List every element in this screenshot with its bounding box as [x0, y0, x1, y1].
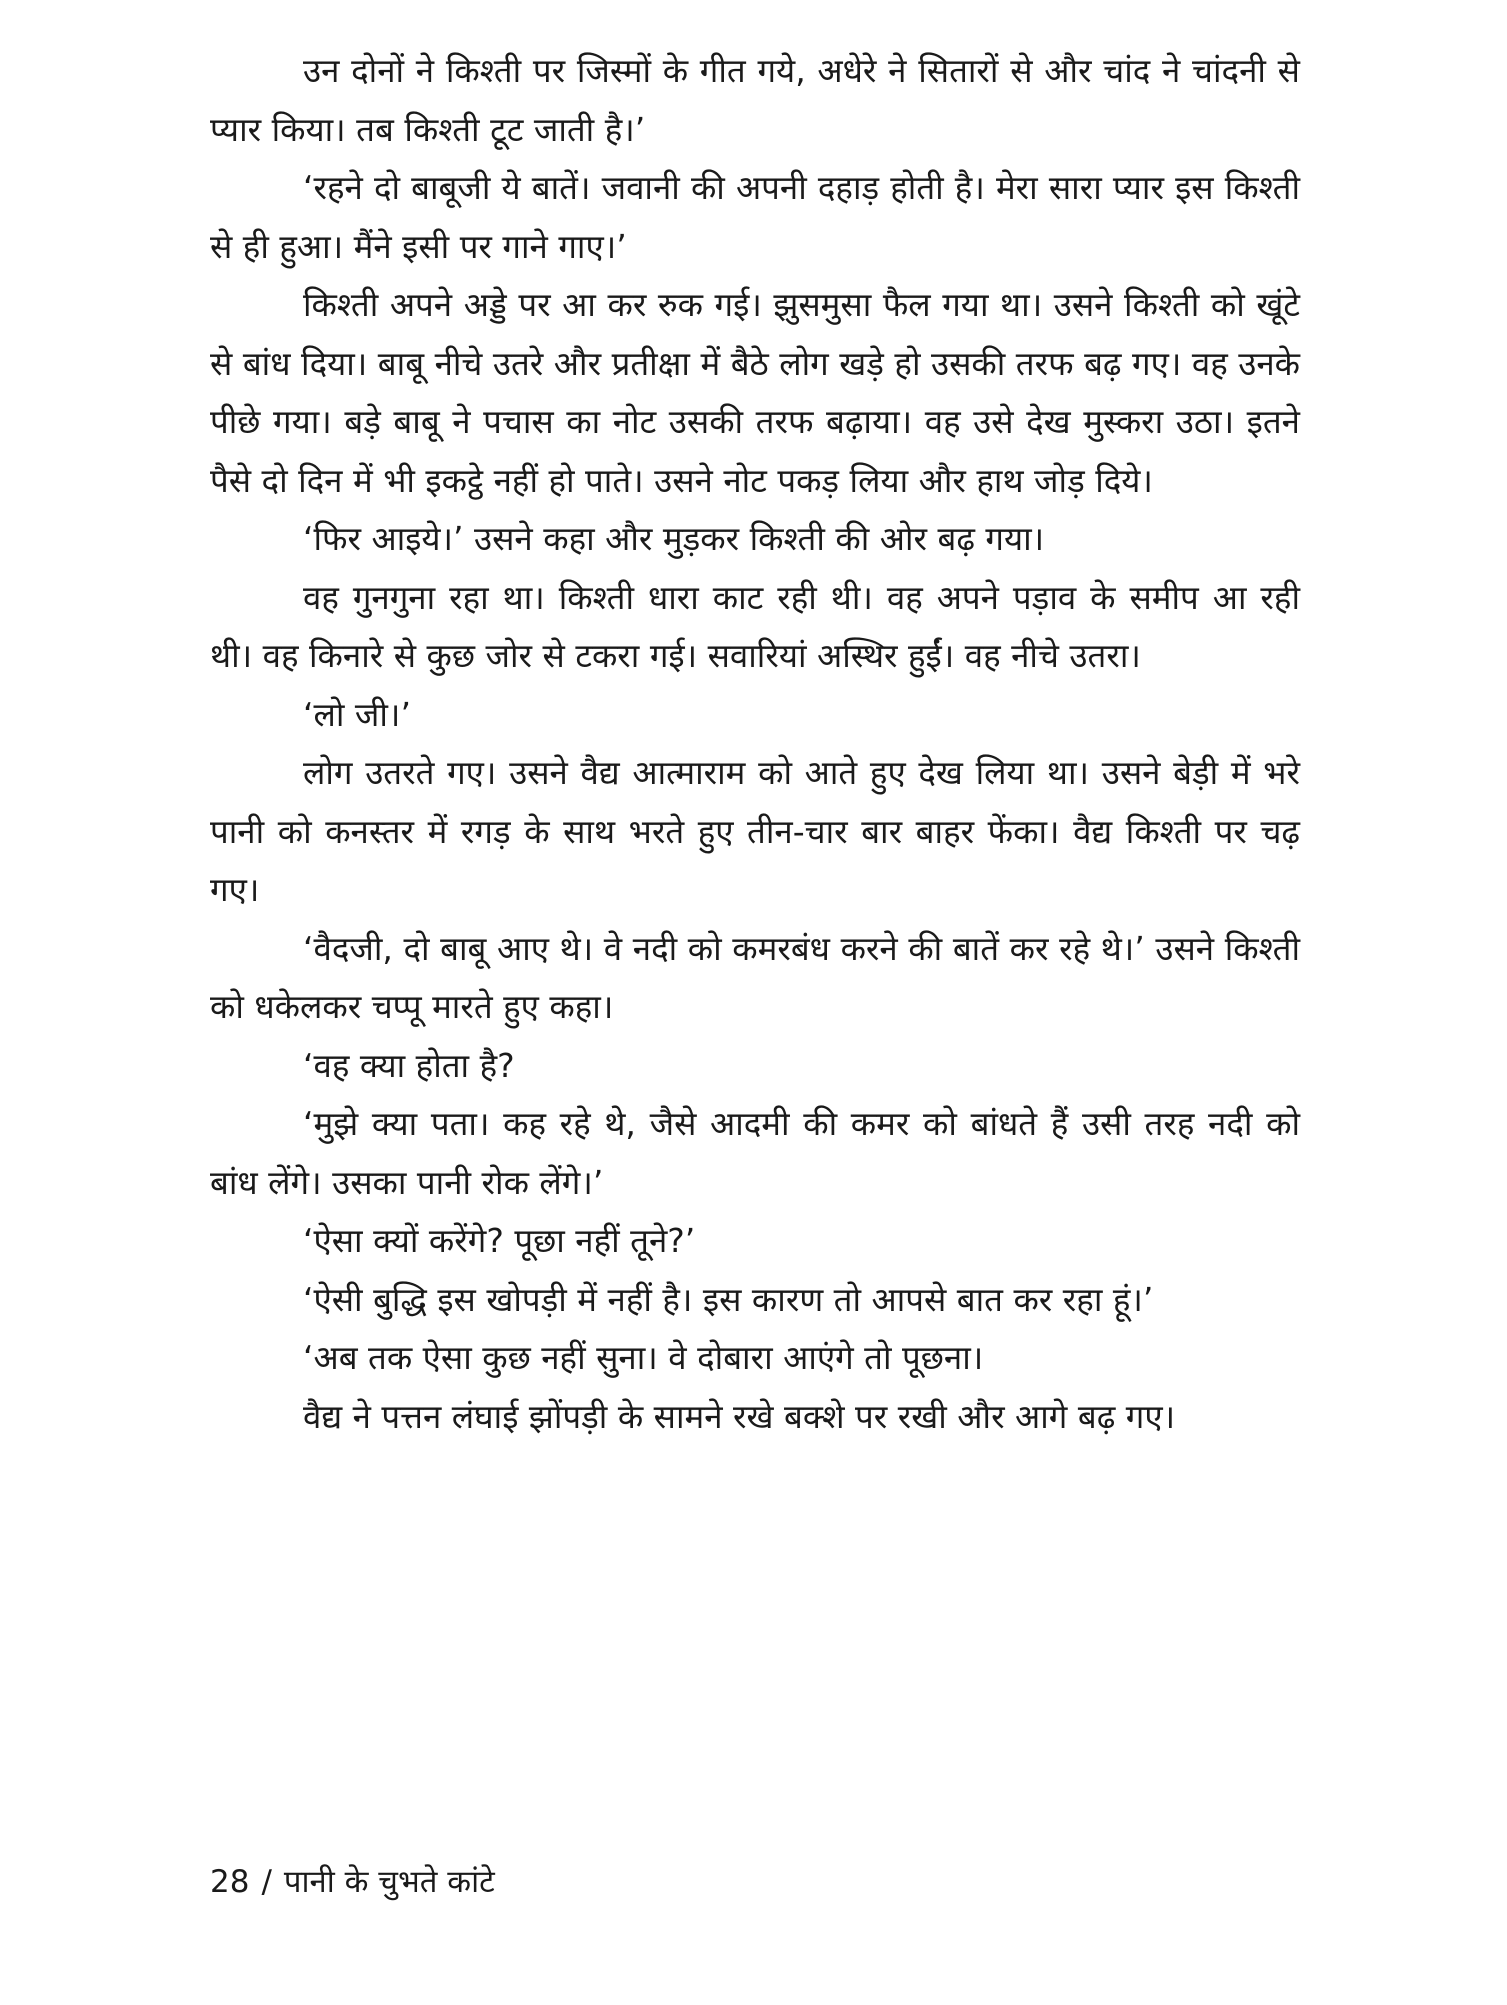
paragraph: ‘फिर आइये।’ उसने कहा और मुड़कर किश्ती की ओर बढ़ गया। — [303, 519, 1045, 558]
paragraph: उन दोनों ने किश्ती पर जिस्मों के गीत गये, अधेरे ने सितारों से और चांद ने चांदनी से प्यार किया। तब किश्ती टूट जाती है।’ — [210, 51, 1300, 149]
paragraph: ‘मुझे क्या पता। कह रहे थे, जैसे आदमी की कमर को बांधते हैं उसी तरह नदी को बांध लेंगे। उसका पानी रोक लेंगे।’ — [210, 1104, 1300, 1202]
book-title: पानी के चुभते कांटे — [283, 1864, 495, 1900]
paragraph: ‘वैदजी, दो बाबू आए थे। वे नदी को कमरबंध करने की बातें कर रहे थे।’ उसने किश्ती को धकेलकर चप्पू मारते हुए कहा। — [210, 928, 1300, 1026]
paragraph: ‘लो जी।’ — [303, 694, 411, 734]
page-footer — [210, 1862, 495, 1902]
paragraph: किश्ती अपने अड्डे पर आ कर रुक गई। झुसमुसा फैल गया था। उसने किश्ती को खूंटे से बांध दिया। बाबू नीचे उतरे और प्रतीक्षा में बैठे लोग खड़े हो उसकी तरफ बढ़ गए। वह उनके पीछे गया। बड़े बाबू ने पचास का नोट उसकी तरफ बढ़ाया। वह उसे देख मुस्करा उठा। इतने पैसे दो दिन में भी इकट्ठे नहीं हो पाते। उसने नोट पकड़ लिया और हाथ जोड़ दिये। — [210, 285, 1300, 500]
paragraph: ‘ऐसी बुद्धि इस खोपड़ी में नहीं है। इस कारण तो आपसे बात कर रहा हूं।’ — [303, 1279, 1154, 1319]
paragraph: ‘वह क्या होता है? — [303, 1045, 515, 1085]
paragraph: वह गुनगुना रहा था। किश्ती धारा काट रही थी। वह अपने पड़ाव के समीप आ रही थी। वह किनारे से कुछ जोर से टकरा गई। सवारियां अस्थिर हुईं। वह नीचे उतरा। — [210, 577, 1300, 675]
footer-separator: / — [261, 1864, 272, 1900]
paragraph: ‘अब तक ऐसा कुछ नहीं सुना। वे दोबारा आएंगे तो पूछना। — [303, 1338, 984, 1377]
body-text — [210, 42, 1300, 1446]
paragraph: वैद्य ने पत्तन लंघाई झोंपड़ी के सामने रखे बक्शे पर रखी और आगे बढ़ गए। — [303, 1396, 1176, 1436]
paragraph: ‘रहने दो बाबूजी ये बातें। जवानी की अपनी दहाड़ होती है। मेरा सारा प्यार इस किश्ती से ही हुआ। मैंने इसी पर गाने गाए।’ — [210, 168, 1300, 266]
page-number: 28 — [210, 1864, 250, 1900]
paragraph: लोग उतरते गए। उसने वैद्य आत्माराम को आते हुए देख लिया था। उसने बेड़ी में भरे पानी को कनस्तर में रगड़ के साथ भरते हुए तीन-चार बार बाहर फेंका। वैद्य किश्ती पर चढ़ गए। — [210, 753, 1300, 909]
paragraph: ‘ऐसा क्यों करेंगे? पूछा नहीं तूने?’ — [303, 1221, 696, 1260]
